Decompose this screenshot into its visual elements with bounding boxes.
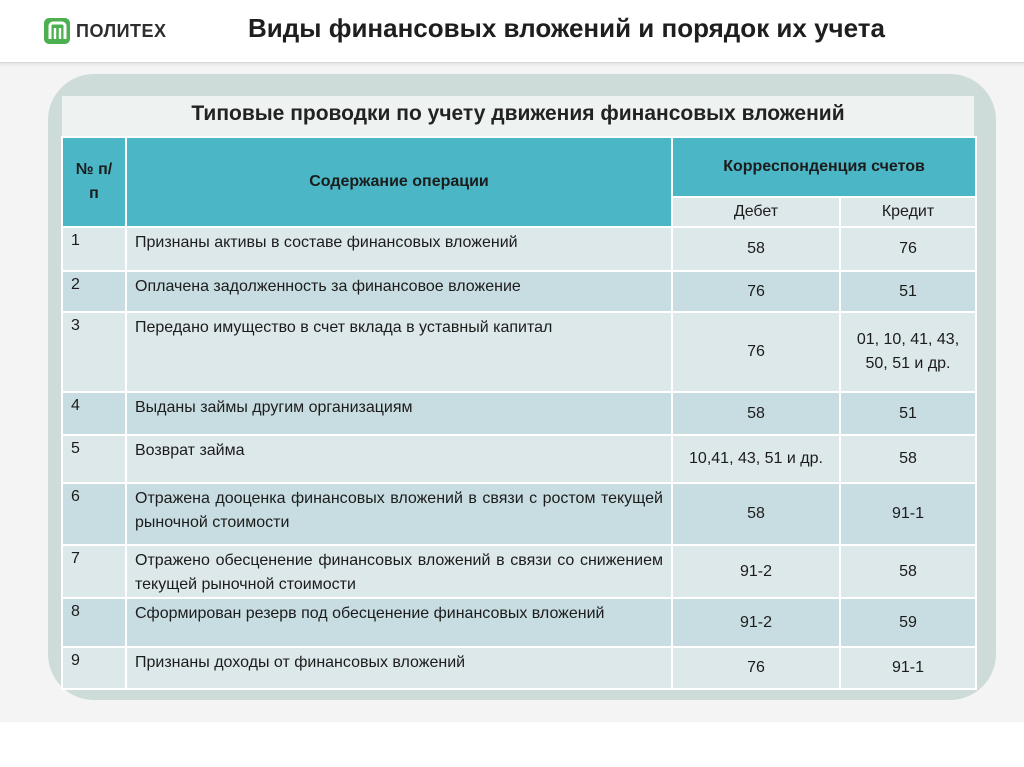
row-debit: [672, 435, 840, 483]
table-row: [62, 598, 976, 647]
row-number: 4: [62, 392, 126, 435]
row-credit-text: 01, 10, 41, 43, 50, 51 и др.: [856, 331, 960, 372]
row-content: Признаны активы в составе финансовых вложений: [126, 227, 672, 271]
row-content: Возврат займа: [126, 435, 672, 483]
table-row: [62, 483, 976, 545]
table-title: Типовые проводки по учету движения финансовых вложений: [191, 102, 845, 125]
row-debit: 91-2: [672, 598, 840, 647]
row-content: Передано имущество в счет вклада в уставный капитал: [126, 312, 672, 392]
table-row: [62, 435, 976, 483]
row-debit-text: 10,41, 43, 51 и др.: [689, 450, 823, 467]
table-row: [62, 647, 976, 689]
row-debit: 76: [672, 312, 840, 392]
header-credit: Кредит: [840, 197, 976, 227]
row-content: Отражена дооценка финансовых вложений в связи с ростом текущей рыночной стоимости: [126, 483, 672, 545]
row-credit: [840, 312, 976, 392]
row-credit: 91-1: [840, 483, 976, 545]
table-row: [62, 545, 976, 598]
row-number: 1: [62, 227, 126, 271]
header-content: Содержание операции: [126, 137, 672, 227]
row-debit: 76: [672, 271, 840, 312]
row-debit: 76: [672, 647, 840, 689]
politech-logo: [44, 16, 167, 46]
row-content: Оплачена задолженность за финансовое вложение: [126, 271, 672, 312]
row-number: 2: [62, 271, 126, 312]
postings-table: [61, 136, 977, 690]
row-number: 7: [62, 545, 126, 598]
row-debit: 58: [672, 392, 840, 435]
row-number: 6: [62, 483, 126, 545]
row-credit: 91-1: [840, 647, 976, 689]
row-number: 3: [62, 312, 126, 392]
logo-text: ПОЛИТЕХ: [76, 20, 167, 41]
row-content: Признаны доходы от финансовых вложений: [126, 647, 672, 689]
row-debit: 91-2: [672, 545, 840, 598]
slide-title: Виды финансовых вложений и порядок их учета: [248, 13, 885, 43]
header-shadow: [0, 63, 1024, 67]
table-row: [62, 227, 976, 271]
table-row: [62, 271, 976, 312]
row-credit: 76: [840, 227, 976, 271]
logo-mark-icon: [44, 18, 70, 44]
row-credit: 51: [840, 271, 976, 312]
table-row: [62, 392, 976, 435]
row-credit: 51: [840, 392, 976, 435]
row-credit: 59: [840, 598, 976, 647]
header-debit: Дебет: [672, 197, 840, 227]
header-number: [62, 137, 126, 227]
slide-footer: [0, 722, 1024, 767]
row-debit: 58: [672, 227, 840, 271]
table-row: [62, 312, 976, 392]
header-correspondence: Корреспонденция счетов: [672, 137, 976, 197]
header-number-label: № п/п: [75, 161, 113, 202]
row-credit: 58: [840, 435, 976, 483]
row-number: 9: [62, 647, 126, 689]
row-number: 5: [62, 435, 126, 483]
row-debit: 58: [672, 483, 840, 545]
row-number: 8: [62, 598, 126, 647]
row-content: Отражено обесценение финансовых вложений в связи со снижением текущей рыночной стоимости: [126, 545, 672, 598]
slide-header: [0, 0, 1024, 63]
row-content: Выданы займы другим организациям: [126, 392, 672, 435]
row-content: Сформирован резерв под обесценение финансовых вложений: [126, 598, 672, 647]
row-credit: 58: [840, 545, 976, 598]
